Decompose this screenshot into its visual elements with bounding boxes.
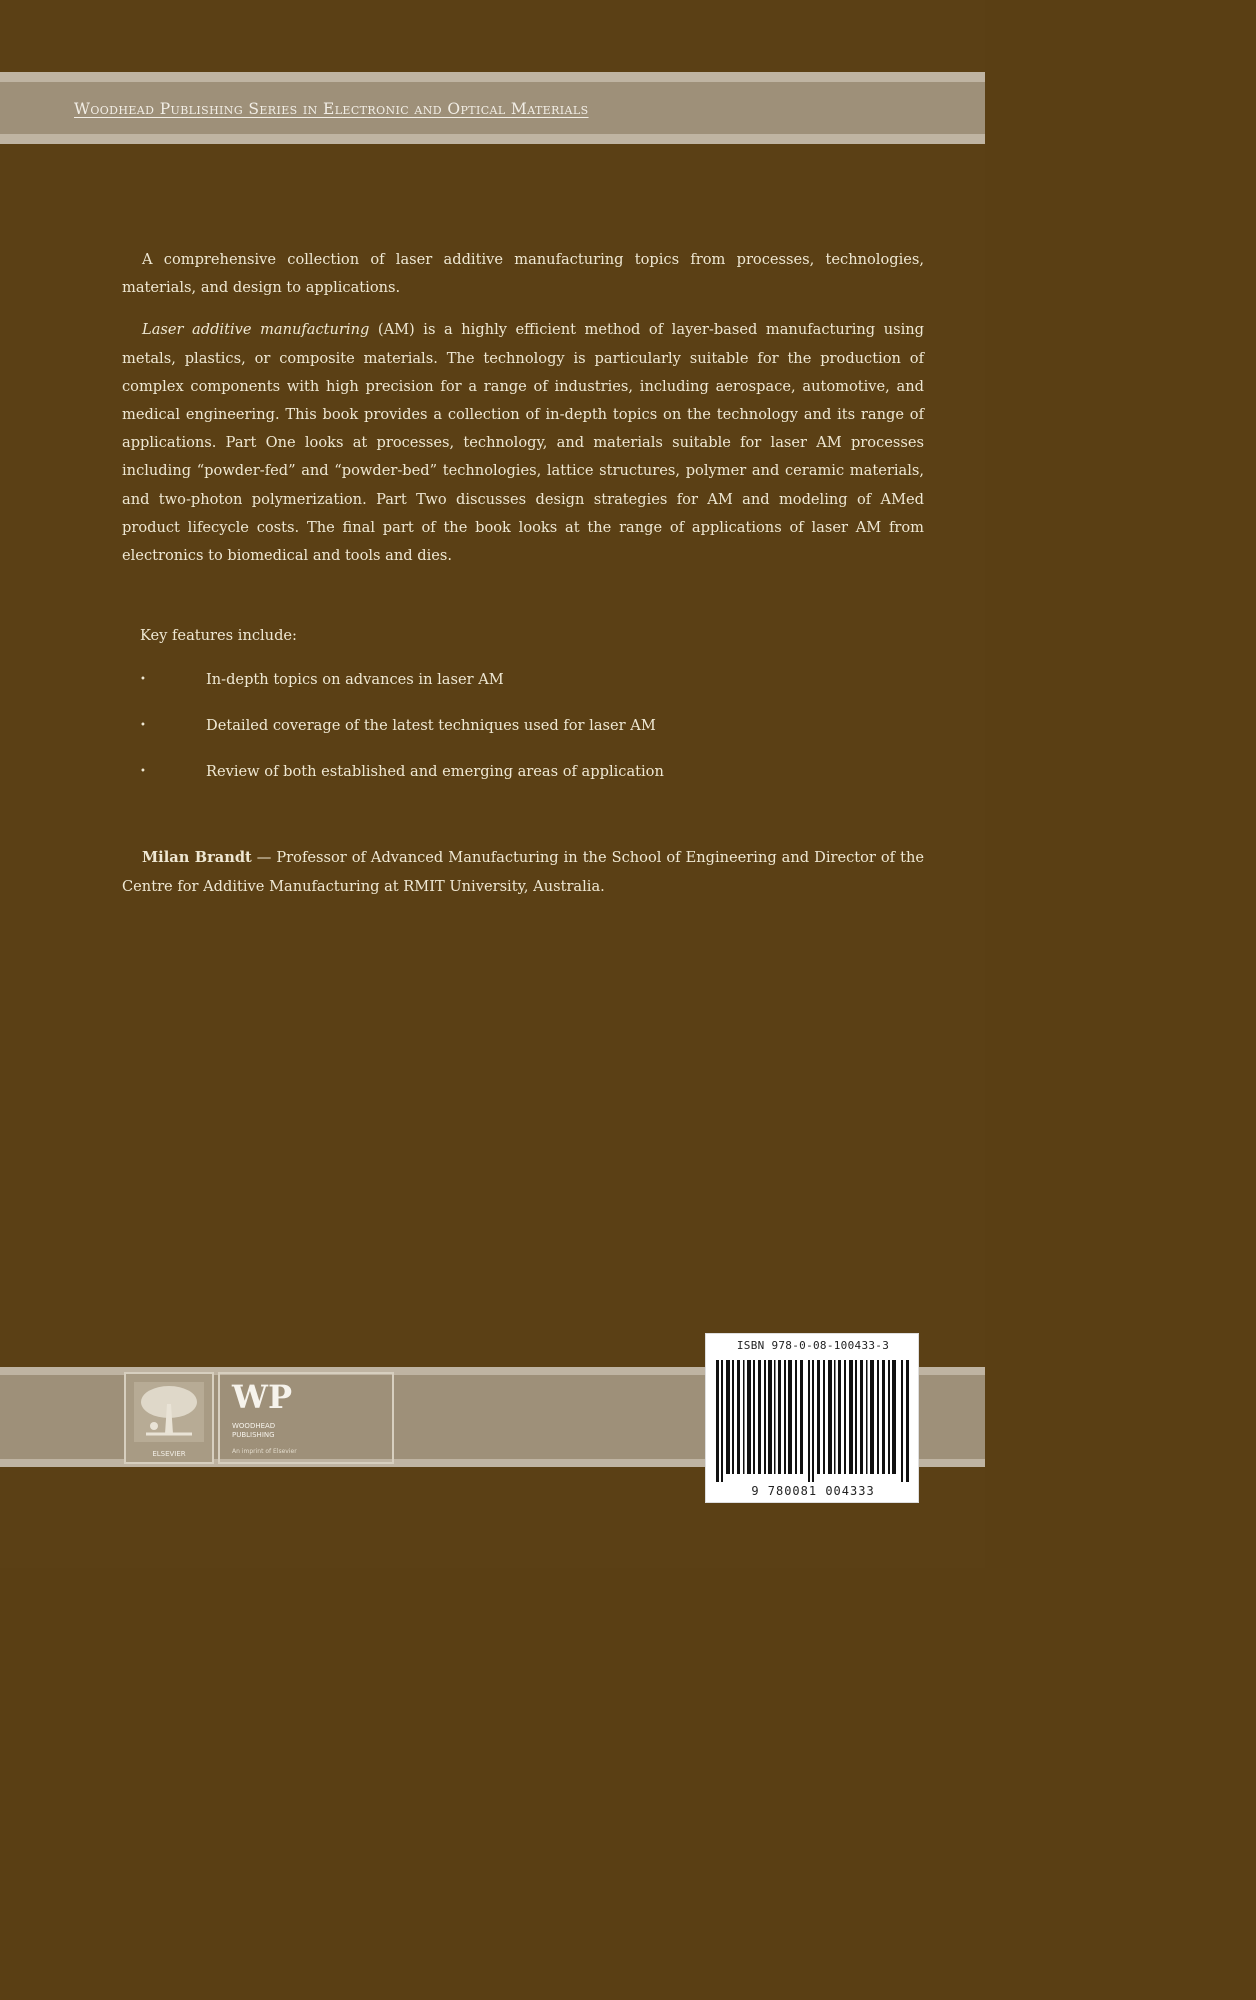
intro-paragraph: A comprehensive collection of laser additive manufacturing topics from processes, technologies, materials, and design to applications. — [122, 251, 924, 297]
barcode-number: 9 780081 004333 — [751, 1484, 875, 1498]
author-bio — [122, 844, 924, 900]
key-feature-item: • In-depth topics on advances in laser AM — [122, 666, 924, 712]
description-paragraph — [122, 316, 924, 570]
description-lead: Laser additive manufacturing — [142, 321, 370, 339]
wp-publisher-name: WOODHEAD PUBLISHING — [232, 1422, 276, 1439]
key-feature-item: • Detailed coverage of the latest techniques used for laser AM — [122, 712, 924, 758]
isbn-barcode — [705, 1333, 919, 1503]
barcode-bars — [716, 1360, 910, 1482]
elsevier-tree-icon — [134, 1382, 204, 1442]
author-description: — Professor of Advanced Manufacturing in the School of Engineering and Director of the Centre for Additive Manufacturing at RMIT University, Australia. — [122, 849, 924, 895]
key-features-title: Key features include: — [140, 627, 297, 645]
series-title: Woodhead Publishing Series in Electronic and Optical Materials — [74, 100, 589, 118]
description-body: (AM) is a highly efficient method of layer-based manufacturing using metals, plastics, or composite materials. The technology is particularly suitable for the production of complex components with high precision for a range of industries, including aerospace, automotive, and medical engineering. This book provides a collection of in-depth topics on the technology and its range of applications. Part One looks at processes, technology, and materials suitable for laser AM processes including “powder-fed” and “powder-bed” technologies, lattice structures, polymer and ceramic materials, and two-photon polymerization. Part Two discusses design strategies for AM and modeling of AMed product lifecycle costs. The final part of the book looks at the range of applications of laser AM from electronics to biomedical and tools and dies. — [122, 321, 924, 565]
key-feature-item: • Review of both established and emerging areas of application — [122, 758, 924, 804]
key-features-list — [122, 666, 924, 804]
isbn-text: ISBN 978-0-08-100433-3 — [736, 1339, 890, 1352]
author-name: Milan Brandt — [142, 849, 252, 867]
elsevier-label: ELSEVIER — [152, 1450, 186, 1458]
cover-text — [122, 246, 924, 901]
elsevier-logo — [124, 1372, 214, 1464]
series-band — [0, 72, 985, 144]
wp-logo-text: WP — [232, 1378, 292, 1416]
wp-imprint-note: An imprint of Elsevier — [232, 1448, 297, 1455]
woodhead-logo — [218, 1372, 394, 1464]
